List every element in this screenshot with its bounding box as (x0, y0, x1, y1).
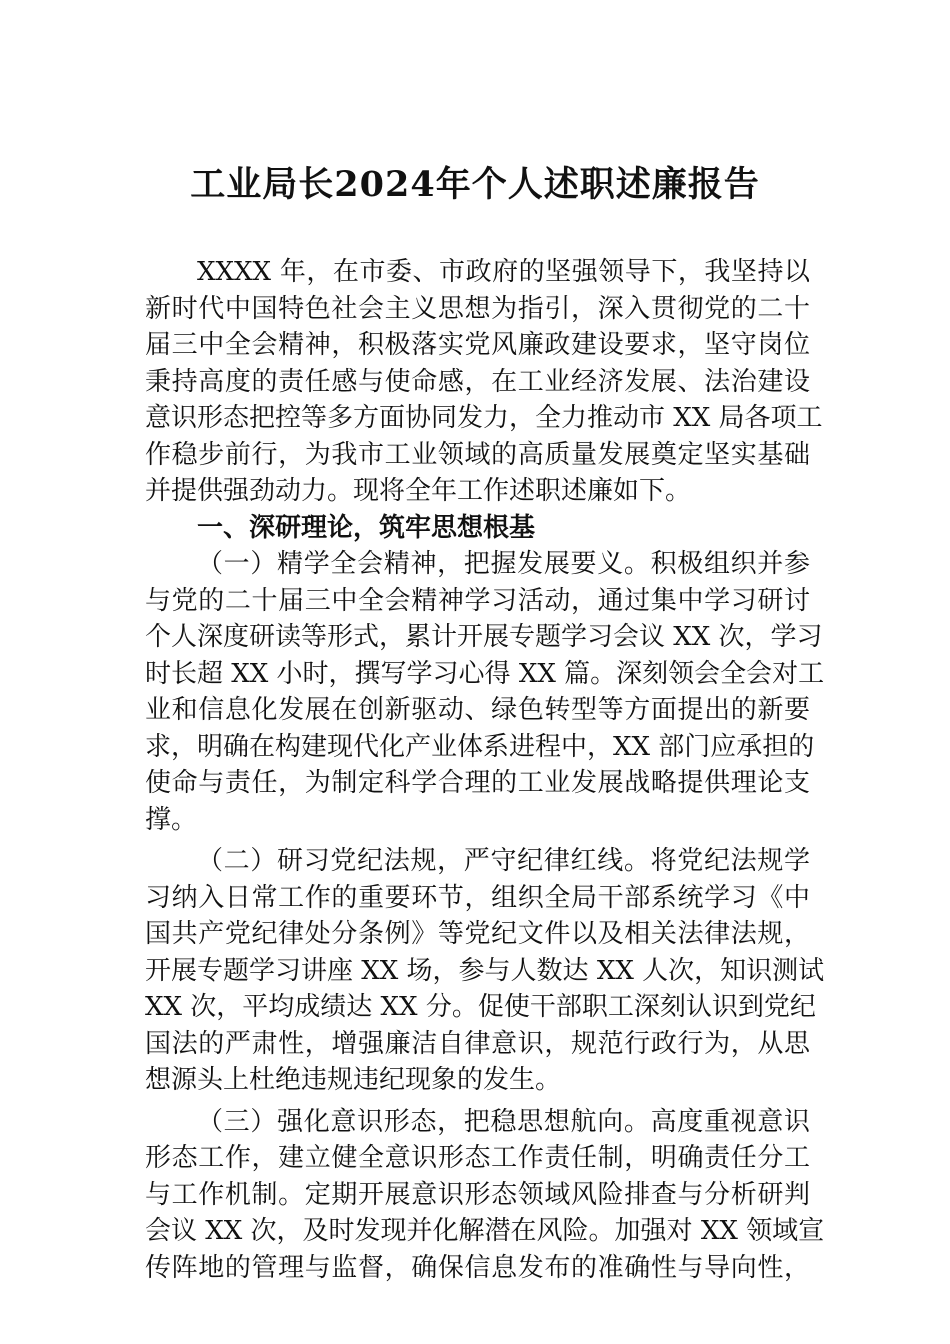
subsection-paragraph-1 (145, 546, 825, 838)
document-title: 工业局长2024年个人述职述廉报告 (190, 164, 760, 205)
paragraph-line: 形态工作，建立健全意识形态工作责任制，明确责任分工 (145, 1143, 810, 1173)
paragraph-line: XX 次，平均成绩达 XX 分。促使干部职工深刻认识到党纪 (145, 992, 816, 1022)
paragraph-line: 传阵地的管理与监督，确保信息发布的准确性与导向性， (145, 1252, 810, 1283)
subsection-paragraph-2 (145, 843, 825, 1099)
intro-paragraph (145, 254, 823, 510)
paragraph-line: 开展专题学习讲座 XX 场，参与人数达 XX 人次，知识测试 (145, 955, 825, 986)
paragraph-line: 想源头上杜绝违规违纪现象的发生。 (145, 1065, 562, 1095)
paragraph-line: XXXX 年，在市委、市政府的坚强领导下，我坚持以 (197, 257, 810, 287)
section-heading: 一、深研理论，筑牢思想根基 (197, 512, 536, 543)
paragraph-line: 届三中全会精神，积极落实党风廉政建设要求，坚守岗位 (145, 330, 810, 360)
paragraph-line: 业和信息化发展在创新驱动、绿色转型等方面提出的新要 (145, 695, 810, 725)
paragraph-line: 时长超 XX 小时，撰写学习心得 XX 篇。深刻领会全会对工 (145, 658, 825, 689)
paragraph-line: （一）精学全会精神，把握发展要义。积极组织并参 (197, 549, 810, 579)
document-body (145, 254, 825, 1286)
paragraph-line: 作稳步前行，为我市工业领域的高质量发展奠定坚实基础 (145, 439, 810, 470)
subsection-paragraph-3 (145, 1104, 825, 1287)
paragraph-line: 新时代中国特色社会主义思想为指引，深入贯彻党的二十 (145, 293, 810, 324)
paragraph-line: 并提供强劲动力。现将全年工作述职述廉如下。 (145, 476, 692, 506)
paragraph-line: （三）强化意识形态，把稳思想航向。高度重视意识 (197, 1106, 810, 1137)
paragraph-line: 个人深度研读等形式，累计开展专题学习会议 XX 次，学习 (145, 622, 823, 652)
paragraph-line: 求，明确在构建现代化产业体系进程中，XX 部门应承担的 (145, 731, 815, 762)
paragraph-line: 秉持高度的责任感与使命感，在工业经济发展、法治建设 (145, 366, 810, 397)
paragraph-line: 与工作机制。定期开展意识形态领域风险排查与分析研判 (145, 1179, 810, 1210)
paragraph-line: （二）研习党纪法规，严守纪律红线。将党纪法规学 (197, 846, 810, 876)
paragraph-line: 与党的二十届三中全会精神学习活动，通过集中学习研讨 (145, 585, 810, 616)
paragraph-line: 会议 XX 次，及时发现并化解潜在风险。加强对 XX 领域宣 (145, 1216, 825, 1246)
paragraph-line: 国共产党纪律处分条例》等党纪文件以及相关法律法规， (145, 919, 810, 949)
paragraph-line: 意识形态把控等多方面协同发力，全力推动市 XX 局各项工 (145, 403, 823, 433)
paragraph-line: 习纳入日常工作的重要环节，组织全局干部系统学习《中 (145, 882, 810, 913)
paragraph-line: 使命与责任，为制定科学合理的工业发展战略提供理论支 (145, 768, 810, 798)
paragraph-line: 撑。 (145, 804, 198, 835)
paragraph-line: 国法的严肃性，增强廉洁自律意识，规范行政行为，从思 (145, 1028, 810, 1059)
